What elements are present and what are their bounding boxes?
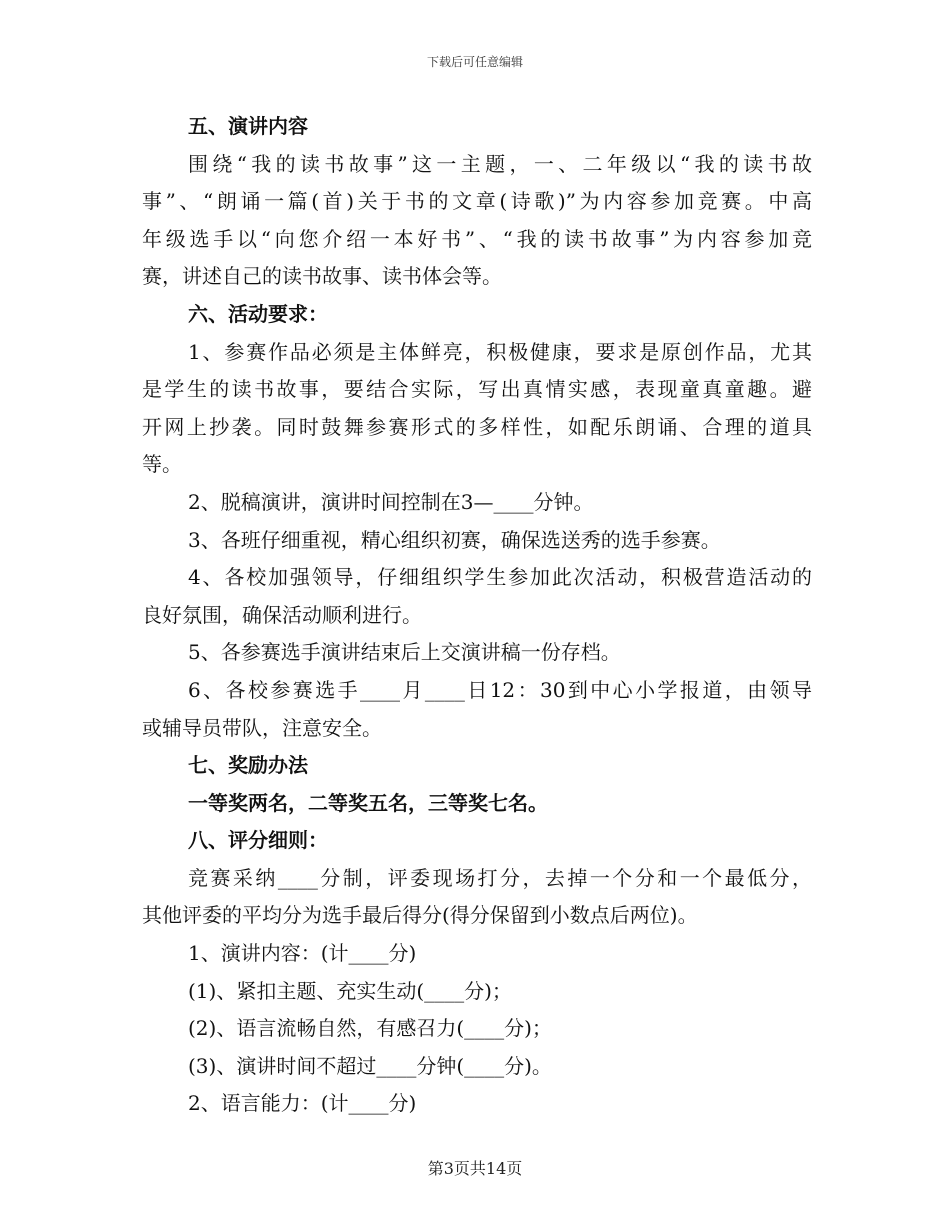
paragraph-line: 其他评委的平均分为选手最后得分(得分保留到小数点后两位)。 (142, 903, 698, 928)
paragraph-line: 是学生的读书故事，要结合实际，写出真情实感，表现童真童趣。避 (142, 377, 812, 402)
paragraph-line: 6、各校参赛选手____月____日12：30到中心小学报道，由领导 (188, 677, 812, 702)
paragraph-line: 5、各参赛选手演讲结束后上交演讲稿一份存档。 (188, 640, 621, 665)
header-note: 下载后可任意编辑 (426, 55, 523, 69)
paragraph-line: 竞赛采纳____分制，评委现场打分，去掉一个分和一个最低分， (188, 865, 812, 890)
section-heading-7: 七、奖励办法 (188, 753, 308, 778)
paragraph-line: 或辅导员带队，注意安全。 (142, 715, 382, 740)
paragraph-line: 2、脱稿演讲，演讲时间控制在3—____分钟。 (188, 489, 594, 514)
section-heading-6: 六、活动要求： (188, 301, 328, 326)
paragraph-line: 1、参赛作品必须是主体鲜亮，积极健康，要求是原创作品，尤其 (188, 339, 812, 364)
scoring-item: (2)、语言流畅自然，有感召力(____分)； (188, 1016, 552, 1041)
paragraph-line: 赛，讲述自己的读书故事、读书体会等。 (142, 264, 502, 289)
section-heading-5: 五、演讲内容 (188, 114, 308, 138)
scoring-item: (1)、紧扣主题、充实生动(____分)； (188, 978, 512, 1003)
document-body (142, 108, 812, 1123)
paragraph-line: 年级选手以“向您介绍一本好书”、“我的读书故事”为内容参加竞 (142, 226, 812, 251)
paragraph-line: 开网上抄袭。同时鼓舞参赛形式的多样性，如配乐朗诵、合理的道具 (142, 414, 812, 439)
paragraph-line: 事”、“朗诵一篇(首)关于书的文章(诗歌)”为内容参加竞赛。中高 (142, 189, 812, 214)
scoring-item: 1、演讲内容：(计____分) (188, 941, 417, 966)
paragraph-line: 围绕“我的读书故事”这一主题，一、二年级以“我的读书故 (188, 151, 812, 176)
award-summary: 一等奖两名，二等奖五名，三等奖七名。 (188, 790, 548, 815)
paragraph-line: 3、各班仔细重视，精心组织初赛，确保选送秀的选手参赛。 (188, 527, 721, 552)
scoring-item: 2、语言能力：(计____分) (188, 1091, 417, 1116)
paragraph-line: 4、各校加强领导，仔细组织学生参加此次活动，积极营造活动的 (188, 565, 812, 590)
paragraph-line: 良好氛围，确保活动顺利进行。 (142, 602, 422, 627)
paragraph-line: 等。 (142, 452, 182, 477)
scoring-item: (3)、演讲时间不超过____分钟(____分)。 (188, 1053, 552, 1078)
section-heading-8: 八、评分细则： (188, 828, 328, 853)
page-number: 第3页共14页 (427, 1159, 523, 1178)
